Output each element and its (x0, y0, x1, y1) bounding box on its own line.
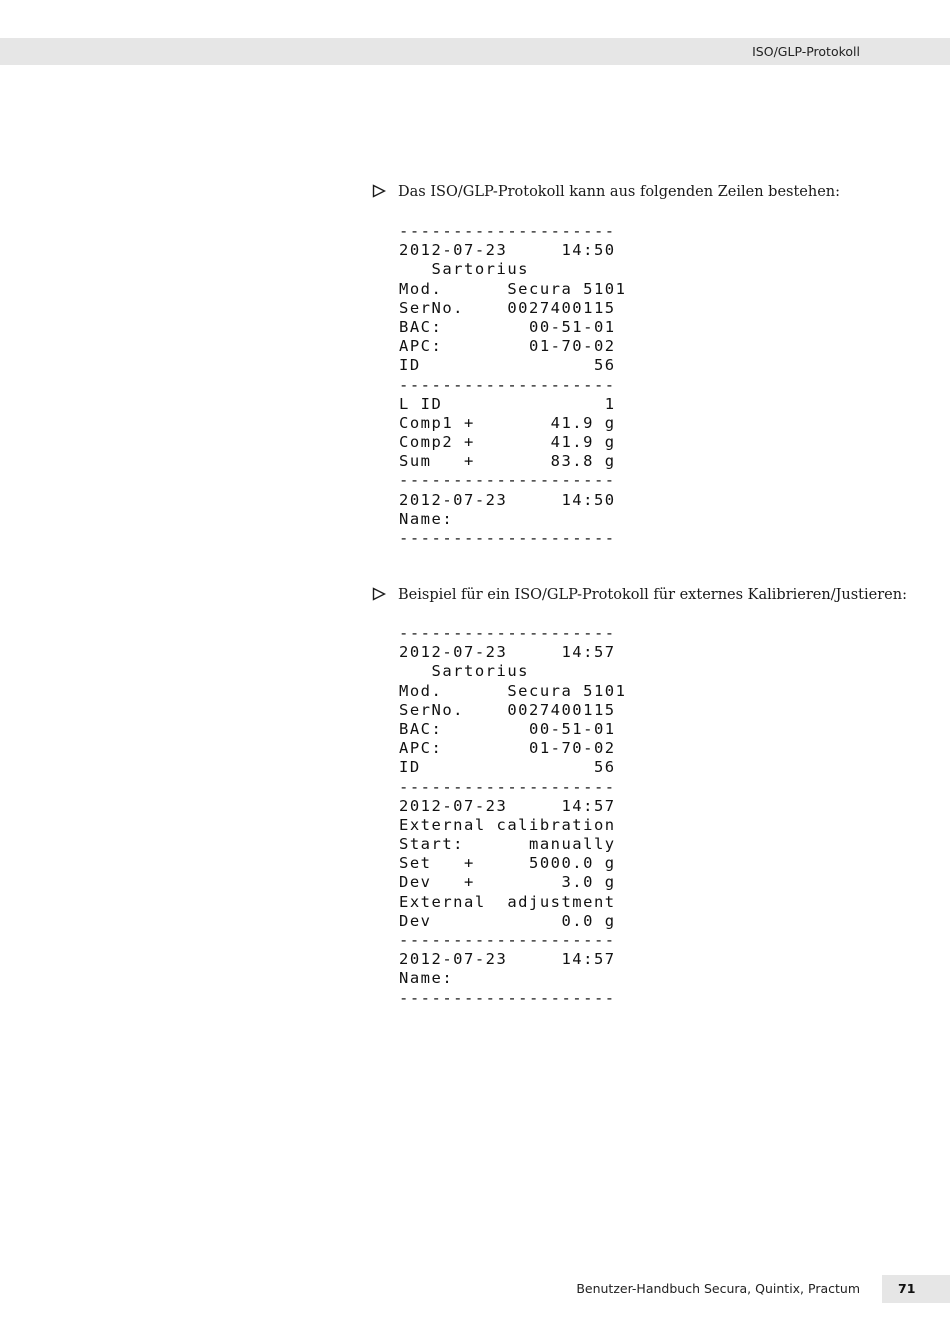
printout-line: Name: (399, 509, 454, 528)
section1-intro: Das ISO/GLP-Protokoll kann aus folgenden Zeilen bestehen: (398, 184, 841, 200)
printout-line: External adjustment (399, 892, 616, 911)
glp-protocol-printout (399, 222, 626, 548)
printout-line: Dev + 3.0 g (399, 873, 616, 892)
printout-line: Mod. Secura 5101 (399, 681, 627, 700)
printout-line: -------------------- (399, 222, 616, 240)
printout-line: -------------------- (399, 471, 616, 490)
triangle-bullet-icon (372, 587, 386, 601)
printout-line: 2012-07-23 14:50 (399, 241, 616, 260)
printout-line: -------------------- (399, 777, 616, 796)
printout-line: SerNo. 0027400115 (399, 298, 616, 317)
printout-line: Sum + 83.8 g (399, 452, 616, 471)
printout-line: Comp1 + 41.9 g (399, 413, 616, 432)
section2-bullet (372, 586, 907, 604)
printout-line: BAC: 00-51-01 (399, 317, 616, 336)
section-title: ISO/GLP-Protokoll (752, 44, 860, 59)
printout-line: ID 56 (399, 758, 616, 777)
printout-line: ID 56 (399, 356, 616, 375)
printout-line: External calibration (399, 815, 616, 834)
printout-line: Dev 0.0 g (399, 911, 616, 930)
section2-intro: Beispiel für ein ISO/GLP-Protokoll für externes Kalibrieren/Justieren: (398, 587, 907, 603)
printout-line: APC: 01-70-02 (399, 739, 616, 758)
printout-line: Comp2 + 41.9 g (399, 433, 616, 452)
printout-line: SerNo. 0027400115 (399, 700, 616, 719)
printout-line: Set + 5000.0 g (399, 854, 616, 873)
printout-line: 2012-07-23 14:57 (399, 950, 616, 969)
printout-line: 2012-07-23 14:57 (399, 643, 616, 662)
printout-line: Start: manually (399, 835, 616, 854)
page-header (0, 38, 950, 65)
printout-line: APC: 01-70-02 (399, 337, 616, 356)
printout-line: Name: (399, 969, 454, 988)
printout-line: -------------------- (399, 375, 616, 394)
printout-line: -------------------- (399, 529, 616, 547)
printout-line: -------------------- (399, 931, 616, 949)
printout-line: Sartorius (399, 662, 529, 681)
printout-line: 2012-07-23 14:50 (399, 490, 616, 509)
section1-bullet (372, 183, 840, 201)
printout-line: 2012-07-23 14:57 (399, 796, 616, 815)
printout-line: Sartorius (399, 260, 529, 279)
printout-line: -------------------- (399, 988, 616, 1007)
triangle-bullet-icon (372, 184, 386, 198)
printout-line: Mod. Secura 5101 (399, 279, 627, 298)
page-number: 71 (898, 1281, 916, 1296)
manual-title: Benutzer-Handbuch Secura, Quintix, Practum (576, 1281, 860, 1296)
printout-line: -------------------- (399, 624, 616, 642)
printout-line: BAC: 00-51-01 (399, 719, 616, 738)
calibration-protocol-printout (399, 624, 626, 1008)
printout-line: L ID 1 (399, 394, 616, 413)
page-number-box (882, 1275, 950, 1303)
